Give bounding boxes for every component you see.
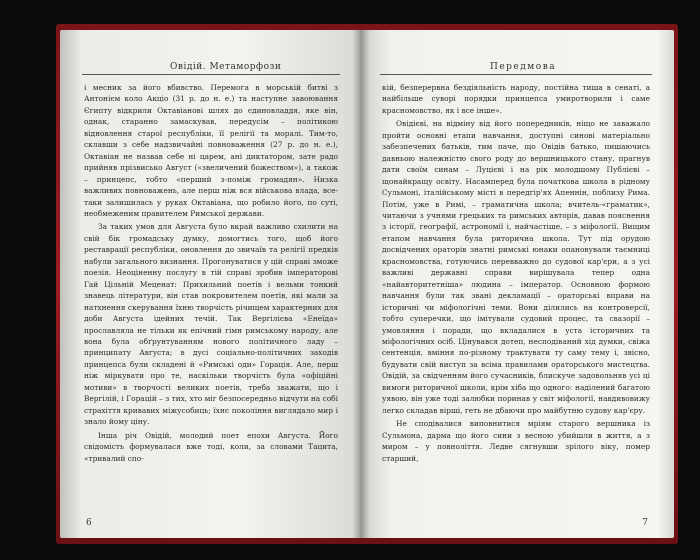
page-edge-shadow bbox=[658, 30, 674, 538]
header-rule bbox=[380, 74, 652, 75]
page-number: 6 bbox=[86, 518, 92, 528]
page-number: 7 bbox=[642, 518, 648, 528]
paragraph: Овідієві, на відміну від його попередників, ніщо не заважало пройти основні етапи навчання, доступні синові матеріально забезпечених батьків, тим паче, що Овідів батько, пишаючись давньою належністю свого роду до вершницького стану, прагнув дати своїм синам – Луцієві і на рік молодшому Публієві – щонайкращу освіту. Насамперед була початкова школа в рідному Сульмоні, італійському місті в передгір'ях Апеннін, поблизу Рима. Потім, уже в Римі, – граматична школа; вчитель-«граматик», читаючи з учнями грецьких та римських авторів, давав пояснення з історії, географії, астрономії і, найчастіше, – з міфології. Вищим етапом навчання була риторична школа. Тут під орудою досвідчених ораторів знатні римські юнаки опановували таємниці красномовства, готуючись перевважно до судової кар'єри, а з усі важливі державні справи вирішувала тепер одна «найавторитетніша» людина – імператор. Основною формою навчання були так звані декламації – ораторські вправи на історичні чи міфологічні теми. Вони ділились на контроверсії, тобто суперечки, що імітували судовий процес, та свазорії – умовляння і поради, що вкладалися в уста історичних та міфологічних осіб. Цінувався дотеп, несподіваний хід думки, свіжа сентенція, вміння по-різному трактувати ту саму тему і, звісно, будувати свій виступ за всіма правилами ораторського мистецтва. Овідій, за свідченням його сучасників, блискуче задовольняв усі ці вимоги риторичної школи, крім хіба що одного: наділений багатою уявою, він уже тоді залюбки поринав у світ міфології, навдивовижу легко складав вірші, геть не дбаючи про майбутню судову кар'єру. bbox=[382, 119, 650, 415]
paragraph: За таких умов для Августа було вкрай важливо схилити на свій бік громадську думку, домогтись того, щоб його реставрації республіки, оновлення до звичаїв та релігії предків набули загального визнання. Прогонуватися у цій справі зможе поезія. Неоціненну послугу в тій справі зробив імператорові Гай Цільній Меценат: Прихильний поетів і вельми тонкий знавець літератури, він став покровителем поетів, які мали за натхнення скерування їхню творчість річищем характерних для доби Августа ідейних течій. Так Вергілієва «Енеїда» прославляла не тільки як епічний гімн римському народу, але вона була обґрунтуванням нового політичного ладу – принципату Августа; в дусі соціально-політичних заходів принцепса були складені й «Римські оди» Горація. Але, перш ніж міркувати про те, наскільки творчість була «офіційні мотиви» в творчості великих поетів, треба зважати, що і Вергілій, і Горацій – з тих, хто міг безпосередньо відчути на собі страхіття кривавих міжусобиць; їхнє покоління виглядало мир і знало йому ціну. bbox=[84, 222, 338, 427]
running-header: Овідій. Метаморфози bbox=[170, 62, 282, 72]
page-edge-shadow bbox=[60, 30, 82, 538]
body-text bbox=[84, 82, 338, 464]
running-header: Передмова bbox=[490, 62, 557, 72]
right-page bbox=[360, 30, 674, 538]
open-book bbox=[60, 30, 672, 540]
paragraph: Інша річ Овідій, молодий поет епохи Августа. Його свідомість формувалася вже тоді, коли, за словами Тацита, «тривалий спо- bbox=[84, 430, 338, 463]
paragraph: кій, безперервна бездіяльність народу, постійна тиша в сенаті, а найбільше суворі порядки принцепса умиротворили і саме красномовство, як і все інше». bbox=[382, 83, 650, 115]
left-page bbox=[60, 30, 360, 538]
header-rule bbox=[82, 74, 340, 75]
paragraph: і месник за його вбивство. Перемога в морській битві з Антонієм коло Акціо (31 р. до н. е.) та наступне завоювання Єгипту відкрили Октавіанові шлях до єдиновладдя, яке він, однак, старанно замаскував, передусім – політикою відновлення старої республіки, її релігії та моралі. Тим-то, склавши з себе надзвичайні повноваження (27 р. до н. е.), Октавіан не назвав себе ні царем, ані диктатором, зате радо прийняв прізвисько Август («звеличений божеством»), а також – принцепс, тобто «перший з-поміж громадян». Низка важливих повноважень, але перш ніж вся військова влада, все-таки залишилась у руках Октавіана, що робило його, по суті, необмеженим правителем Римської держави. bbox=[84, 83, 338, 218]
paragraph: Не сподівалися виповнитися мріям старого вершника із Сульмона, дарма що його сини з весною убийшли в життя, а з миром – у повноліття. Ледве сягнувши зрілого віку, помер старший, bbox=[382, 419, 650, 463]
book-gutter bbox=[352, 30, 370, 538]
body-text bbox=[382, 82, 650, 464]
